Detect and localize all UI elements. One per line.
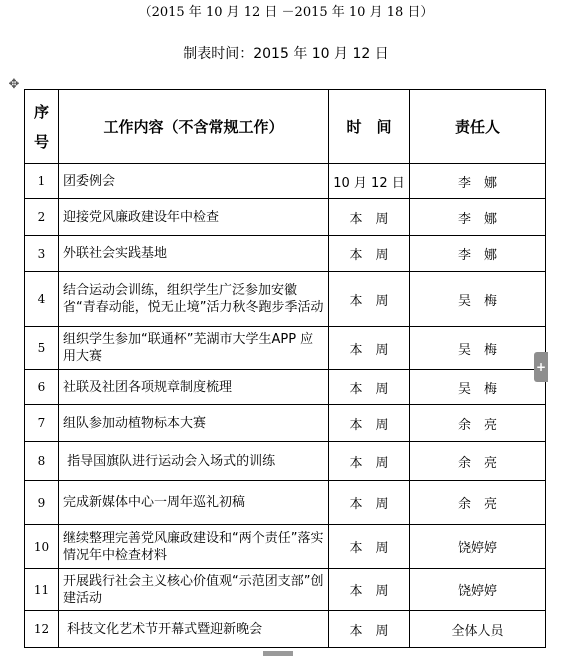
row-content [59,370,329,405]
row-person: 饶婷婷 [410,525,546,569]
row-time: 本 周 [329,236,410,272]
row-content [59,442,329,481]
row-content [59,569,329,611]
row-time: 本 周 [329,569,410,611]
row-no: 9 [25,481,59,525]
row-person: 余 亮 [410,405,546,442]
row-content [59,164,329,199]
row-content [59,611,329,648]
row-time: 本 周 [329,199,410,236]
table-row [25,236,546,272]
row-content-text: 组织学生参加“联通杯”芜湖市大学生APP 应用大赛 [63,332,314,364]
row-no: 2 [25,199,59,236]
row-content-text: 社联及社团各项规章制度梳理 [63,379,233,395]
row-content [59,236,329,272]
row-no: 11 [25,569,59,611]
row-time: 本 周 [329,370,410,405]
row-content-text: 迎接党风廉政建设年中检查 [63,209,220,225]
row-content [59,525,329,569]
row-no: 4 [25,272,59,327]
row-content [59,327,329,370]
row-person: 余 亮 [410,442,546,481]
row-no: 12 [25,611,59,648]
row-content-text: 结合运动会训练，组织学生广泛参加安徽省“青春动能，悦无止境”活力秋冬跑步季活动 [63,283,324,315]
table-row [25,405,546,442]
row-person: 吴 梅 [410,370,546,405]
table-row [25,164,546,199]
expand-icon[interactable]: + [534,352,548,382]
row-content-text: 开展践行社会主义核心价值观“示范团支部”创建活动 [63,573,324,606]
header-no: 序 号 [25,90,59,164]
row-time: 10 月 12 日 [329,164,410,199]
header-content: 工作内容（不含常规工作） [59,90,329,164]
row-person: 全体人员 [410,611,546,648]
row-person: 饶婷婷 [410,569,546,611]
work-schedule-table [24,89,546,648]
row-no: 5 [25,327,59,370]
table-row [25,569,546,611]
table-made-time: 制表时间：2015 年 10 月 12 日 [183,46,389,62]
date-range: （2015 年 10 月 12 日 －2015 年 10 月 18 日） [138,5,434,20]
header-person: 责任人 [410,90,546,164]
table-row [25,442,546,481]
row-no: 7 [25,405,59,442]
row-no: 6 [25,370,59,405]
table-row [25,525,546,569]
row-content [59,481,329,525]
row-no: 3 [25,236,59,272]
row-content-text: 完成新媒体中心一周年巡礼初稿 [63,495,246,510]
table-row [25,272,546,327]
row-content [59,199,329,236]
row-no: 10 [25,525,59,569]
row-time: 本 周 [329,481,410,525]
row-person: 余 亮 [410,481,546,525]
row-time: 本 周 [329,272,410,327]
table-header-row [25,90,546,164]
row-time: 本 周 [329,442,410,481]
row-content-text: 指导国旗队进行运动会入场式的训练 [63,453,276,469]
row-content-text: 组队参加动植物标本大赛 [63,415,207,431]
row-content-text: 团委例会 [63,173,116,189]
header-time: 时 间 [329,90,410,164]
row-content-text: 科技文化艺术节开幕式暨迎新晚会 [63,621,263,637]
row-person: 吴 梅 [410,272,546,327]
row-time: 本 周 [329,525,410,569]
row-content [59,272,329,327]
table-row [25,327,546,370]
table-row [25,611,546,648]
row-person: 李 娜 [410,164,546,199]
table-row [25,370,546,405]
row-time: 本 周 [329,405,410,442]
row-person: 李 娜 [410,236,546,272]
move-icon[interactable]: ✥ [8,77,20,92]
row-time: 本 周 [329,327,410,370]
row-time: 本 周 [329,611,410,648]
row-content-text: 外联社会实践基地 [63,246,168,261]
row-no: 8 [25,442,59,481]
row-content-text: 继续整理完善党风廉政建设和“两个责任”落实情况年中检查材料 [63,530,324,563]
row-person: 吴 梅 [410,327,546,370]
table-row [25,199,546,236]
row-person: 李 娜 [410,199,546,236]
table-row [25,481,546,525]
row-content [59,405,329,442]
page-edge-marker [263,651,293,656]
row-no: 1 [25,164,59,199]
